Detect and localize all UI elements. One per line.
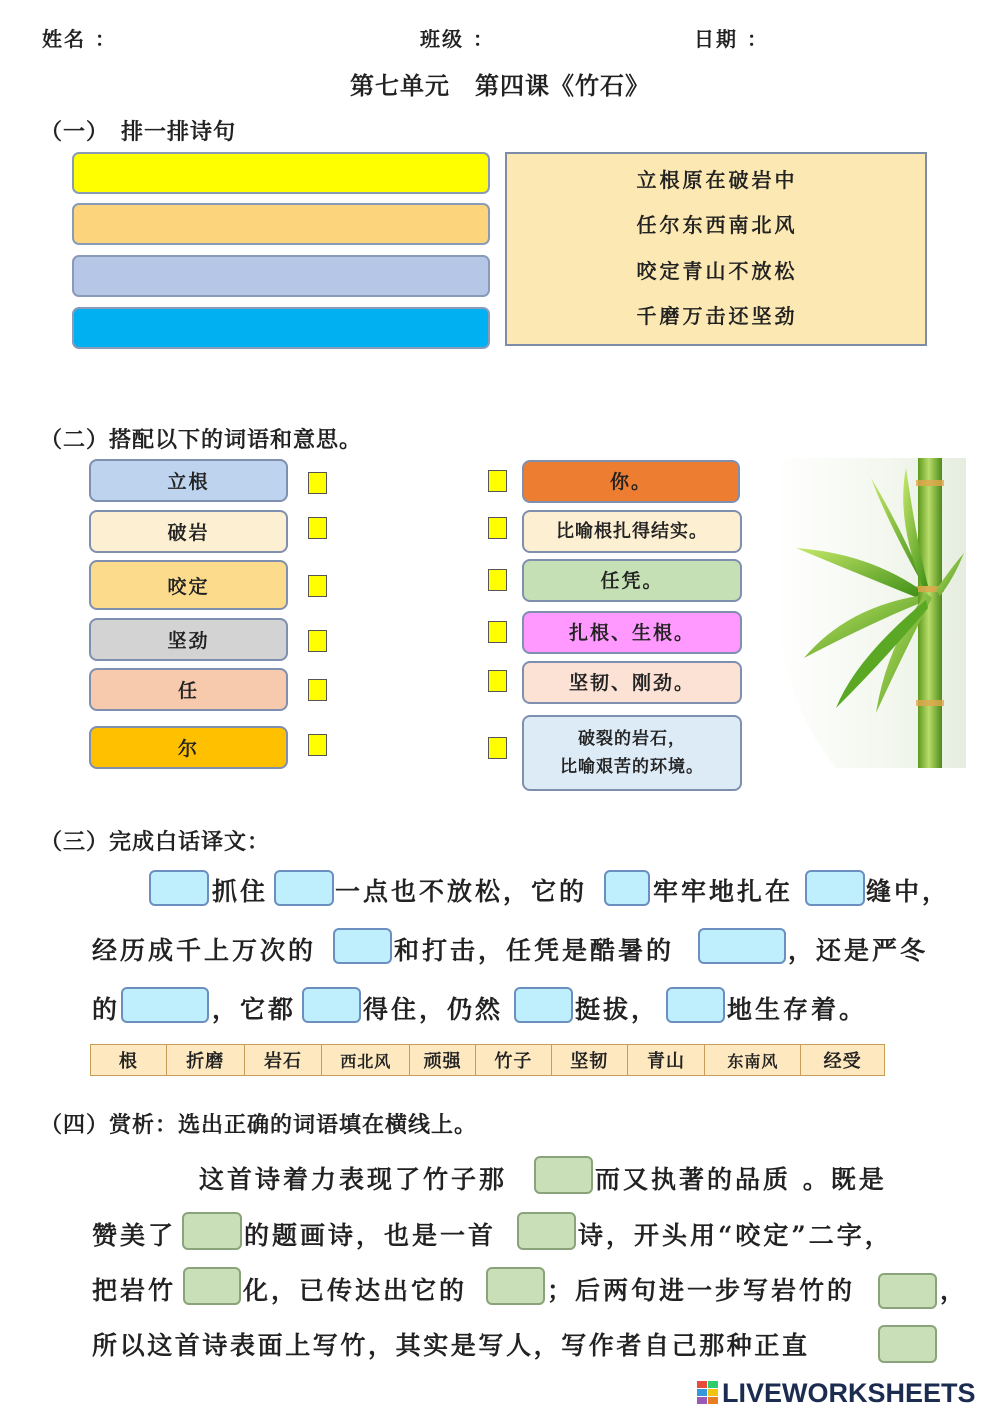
- word-bank-item[interactable]: 东南风: [705, 1045, 801, 1075]
- translation-blank-4[interactable]: [805, 870, 865, 906]
- match-dot-right-4[interactable]: [488, 621, 507, 643]
- meaning-card-6: [522, 715, 742, 791]
- translation-blank-9[interactable]: [514, 987, 573, 1023]
- translation-blank-7[interactable]: [121, 987, 209, 1023]
- word-bank-item[interactable]: 青山: [628, 1045, 706, 1075]
- appreciation-blank-4[interactable]: [183, 1267, 241, 1305]
- appreciation-text-3b: 化，已传达出它的: [243, 1276, 468, 1305]
- word-bank-item[interactable]: 竹子: [476, 1045, 552, 1075]
- meaning-card-1: 你。: [522, 460, 740, 503]
- meaning-card-6-line2: 比喻艰苦的环境。: [560, 757, 704, 777]
- word-bank-item[interactable]: 岩石: [245, 1045, 323, 1075]
- match-dot-left-5[interactable]: [308, 679, 327, 701]
- word-card-1: 立根: [89, 459, 288, 502]
- word-bank-item[interactable]: 折磨: [167, 1045, 245, 1075]
- liveworksheets-logo-icon: [697, 1381, 719, 1405]
- word-bank-item[interactable]: 西北风: [322, 1045, 410, 1075]
- poem-slot-2[interactable]: [72, 203, 490, 245]
- word-bank-item[interactable]: 根: [91, 1045, 167, 1075]
- translation-text-3c: 得住，仍然: [363, 995, 504, 1024]
- poem-slot-3[interactable]: [72, 255, 490, 297]
- translation-text-3a: 的: [92, 995, 121, 1024]
- match-dot-left-6[interactable]: [308, 734, 327, 756]
- match-dot-left-1[interactable]: [308, 472, 327, 494]
- section4-heading: （四）赏析：选出正确的词语填在横线上。: [40, 1112, 478, 1138]
- section1-heading: （一） 排一排诗句: [40, 119, 237, 145]
- date-label: 日期 ：: [694, 27, 769, 51]
- meaning-card-4: 扎根、生根。: [522, 611, 742, 654]
- translation-blank-2[interactable]: [274, 870, 334, 906]
- appreciation-text-2a: 赞美了: [92, 1221, 177, 1250]
- word-bank: [90, 1044, 885, 1076]
- match-dot-left-3[interactable]: [308, 575, 327, 597]
- appreciation-text-2b: 的题画诗，也是一首: [244, 1221, 497, 1250]
- poem-line-2[interactable]: 任尔东西南北风: [636, 213, 798, 237]
- appreciation-blank-5[interactable]: [486, 1267, 545, 1305]
- bamboo-icon: [776, 458, 966, 768]
- word-card-6: 尔: [89, 726, 288, 769]
- poem-line-4[interactable]: 千磨万击还坚劲: [636, 304, 798, 328]
- translation-text-1c: 牢牢地扎在: [653, 877, 794, 906]
- appreciation-blank-1[interactable]: [534, 1156, 593, 1194]
- appreciation-text-3c: ；后两句进一步写岩竹的: [547, 1276, 856, 1305]
- appreciation-text-1a: 这首诗着力表现了竹子那: [199, 1165, 508, 1194]
- word-card-3: 咬定: [89, 560, 288, 610]
- liveworksheets-logo: [697, 1378, 976, 1408]
- appreciation-blank-7[interactable]: [878, 1325, 937, 1363]
- section3-heading: （三）完成白话译文：: [40, 829, 271, 855]
- match-dot-left-2[interactable]: [308, 517, 327, 539]
- bamboo-image: [776, 458, 966, 768]
- appreciation-text-4a: 所以这首诗表面上写竹，其实是写人，写作者自己那种正直: [92, 1331, 810, 1360]
- meaning-card-3: 任凭。: [522, 559, 742, 602]
- name-label: 姓名 ：: [42, 27, 117, 51]
- translation-blank-5[interactable]: [333, 928, 392, 964]
- poem-slot-4[interactable]: [72, 307, 490, 349]
- word-card-4: 坚劲: [89, 618, 288, 661]
- liveworksheets-logo-text: LIVEWORKSHEETS: [722, 1377, 976, 1408]
- translation-text-1a: 抓住: [212, 877, 269, 906]
- match-dot-right-5[interactable]: [488, 670, 507, 692]
- appreciation-text-3d: ，: [940, 1276, 969, 1305]
- translation-blank-3[interactable]: [604, 870, 650, 906]
- word-bank-item[interactable]: 坚韧: [552, 1045, 628, 1075]
- match-dot-left-4[interactable]: [308, 630, 327, 652]
- translation-text-2c: ，还是严冬: [788, 936, 929, 965]
- match-dot-right-6[interactable]: [488, 737, 507, 759]
- translation-text-3b: ，它都: [212, 995, 297, 1024]
- translation-text-3d: 挺拔，: [575, 995, 660, 1024]
- match-dot-right-1[interactable]: [488, 470, 507, 492]
- match-dot-right-2[interactable]: [488, 517, 507, 539]
- class-label: 班级 ：: [420, 27, 495, 51]
- poem-slot-1[interactable]: [72, 152, 490, 194]
- appreciation-text-3a: 把岩竹: [92, 1276, 177, 1305]
- translation-text-1b: 一点也不放松，它的: [335, 877, 588, 906]
- appreciation-blank-6[interactable]: [878, 1273, 937, 1309]
- meaning-card-2: 比喻根扎得结实。: [522, 510, 742, 553]
- translation-blank-8[interactable]: [302, 987, 361, 1023]
- word-card-2: 破岩: [89, 510, 288, 553]
- appreciation-text-2c: 诗，开头用“咬定”二字，: [578, 1221, 893, 1250]
- translation-blank-10[interactable]: [666, 987, 725, 1023]
- word-bank-item[interactable]: 顽强: [410, 1045, 476, 1075]
- section2-heading: （二）搭配以下的词语和意思。: [40, 427, 363, 453]
- appreciation-text-1b: 而又执著的品质 。既是: [595, 1165, 887, 1194]
- translation-blank-1[interactable]: [149, 870, 209, 906]
- poem-line-1[interactable]: 立根原在破岩中: [636, 168, 798, 192]
- translation-text-1d: 缝中，: [866, 877, 951, 906]
- poem-lines-box: [505, 152, 927, 346]
- match-dot-right-3[interactable]: [488, 569, 507, 591]
- translation-text-2a: 经历成千上万次的: [92, 936, 317, 965]
- word-card-5: 任: [89, 668, 288, 711]
- translation-blank-6[interactable]: [698, 928, 786, 964]
- poem-line-3[interactable]: 咬定青山不放松: [636, 259, 798, 283]
- word-bank-item[interactable]: 经受: [823, 1051, 862, 1072]
- appreciation-blank-3[interactable]: [517, 1212, 576, 1250]
- appreciation-blank-2[interactable]: [182, 1212, 242, 1250]
- translation-text-2b: 和打击，任凭是酷暑的: [394, 936, 675, 965]
- page-title: 第七单元 第四课《竹石》: [350, 71, 650, 100]
- meaning-card-5: 坚韧、刚劲。: [522, 661, 742, 704]
- meaning-card-6-line1: 破裂的岩石，: [578, 729, 686, 749]
- translation-text-3e: 地生存着。: [727, 995, 868, 1024]
